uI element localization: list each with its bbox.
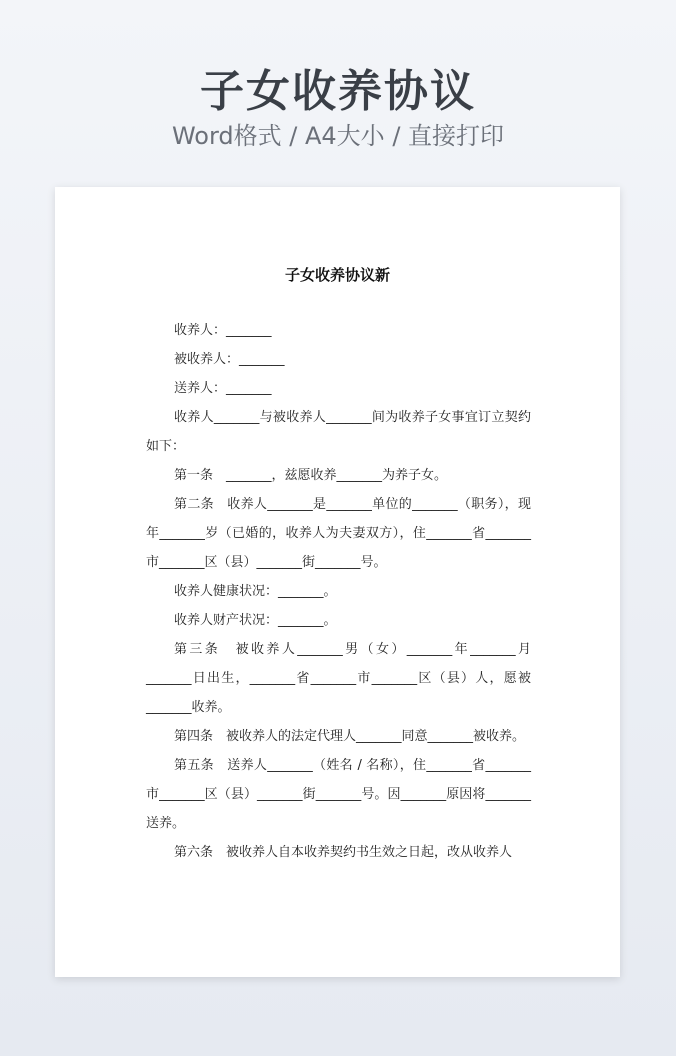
paragraph-intro: 收养人_______与被收养人_______间为收养子女事宜订立契约如下： (146, 410, 531, 454)
paragraph-article-4: 第四条 被收养人的法定代理人_______同意_______被收养。 (174, 729, 526, 744)
document-body (146, 316, 531, 867)
paragraph-article-5: 第五条 送养人_______（姓名 / 名称），住_______省_______市_______区（县）_______街_______号。因_______原因将_______送养。 (146, 758, 531, 831)
paragraph-sender: 送养人：_______ (174, 381, 272, 396)
page-title: 子女收养协议 (200, 66, 476, 117)
paragraph-article-6: 第六条 被收养人自本收养契约书生效之日起，改从收养人 (174, 845, 513, 860)
paragraph-property: 收养人财产状况：_______。 (174, 613, 337, 628)
paragraph-article-1: 第一条 _______，兹愿收养_______为养子女。 (174, 468, 448, 483)
paragraph-article-2: 第二条 收养人_______是_______单位的_______（职务），现年_______岁（已婚的，收养人为夫妻双方），住_______省_______市_______区（县）_______街_______号。 (146, 497, 531, 570)
paragraph-article-3: 第三条 被收养人_______男（女）_______年_______月_______日出生，_______省_______市_______区（县）人，愿被_______收养。 (146, 642, 531, 715)
paragraph-adoptee: 被收养人：_______ (174, 352, 285, 367)
paragraph-adopter: 收养人：_______ (174, 323, 272, 338)
page-subtitle: Word格式 / A4大小 / 直接打印 (171, 122, 505, 150)
paragraph-health: 收养人健康状况：_______。 (174, 584, 337, 599)
document-title: 子女收养协议新 (284, 266, 390, 284)
document-page (55, 187, 620, 977)
